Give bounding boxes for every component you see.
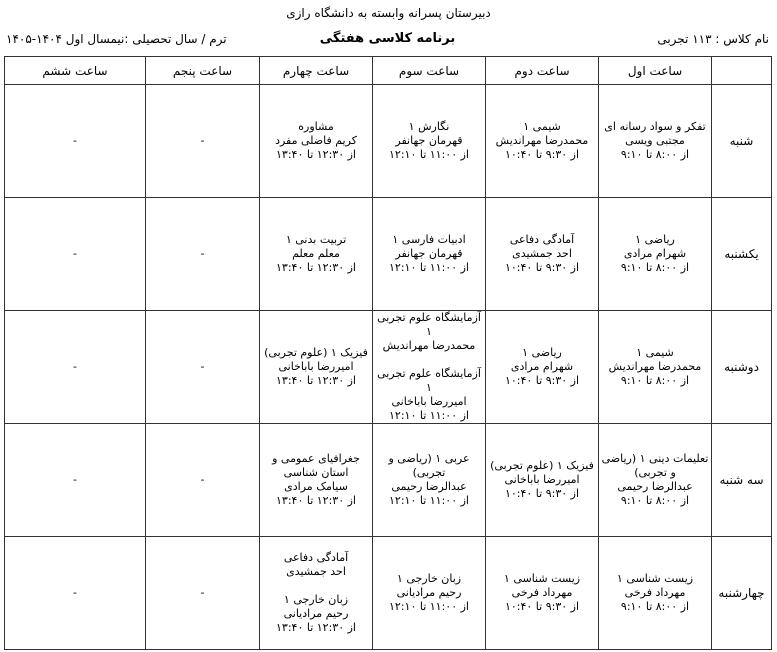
schedule-cell xyxy=(486,424,599,537)
entry-subject: آمادگی دفاعی xyxy=(283,551,349,564)
class-entry xyxy=(260,593,372,635)
empty-slot: - xyxy=(73,360,77,373)
entry-subject: زبان خارجی ۱ xyxy=(283,593,349,606)
schedule-cell xyxy=(146,85,260,198)
entry-teacher: شهرام مرادی xyxy=(623,247,687,260)
empty-slot: - xyxy=(200,586,205,599)
entry-subject: فیزیک ۱ (علوم تجربی) xyxy=(490,459,594,472)
entry-teacher: امیررضا باباخانی xyxy=(504,473,580,486)
class-entry xyxy=(373,120,485,162)
schedule-cell xyxy=(260,424,373,537)
entry-teacher: محمدرضا مهراندیش xyxy=(382,339,476,352)
class-entry xyxy=(486,572,598,614)
entry-teacher: قهرمان جهانفر xyxy=(395,247,463,260)
class-entry xyxy=(260,120,372,162)
schedule-cell xyxy=(486,85,599,198)
class-entry xyxy=(599,452,711,508)
class-entry xyxy=(486,233,598,275)
header-row xyxy=(5,57,772,85)
class-entry xyxy=(486,459,598,501)
empty-slot: - xyxy=(73,473,77,486)
entry-subject: شیمی ۱ xyxy=(523,120,561,133)
entry-subject: نگارش ۱ xyxy=(408,120,450,133)
entry-subject: ریاضی ۱ xyxy=(522,346,562,359)
timetable xyxy=(4,56,772,650)
entry-subject: آزمایشگاه علوم تجربی ۱ xyxy=(377,311,481,338)
schedule-cell xyxy=(146,424,260,537)
entry-teacher: محمدرضا مهراندیش xyxy=(495,134,589,147)
schedule-cell xyxy=(599,537,712,650)
class-entry xyxy=(373,233,485,275)
entry-subject: عربی ۱ (ریاضی و تجربی) xyxy=(388,452,470,479)
entry-time: از ۹:۳۰ تا ۱۰:۴۰ xyxy=(504,374,580,387)
entry-teacher: رحیم مرادیانی xyxy=(396,586,462,599)
entry-subject: جغرافیای عمومی و استان شناسی xyxy=(272,452,360,479)
schedule-cell xyxy=(599,85,712,198)
entry-teacher: مهرداد فرخی xyxy=(624,586,686,599)
class-entry xyxy=(486,346,598,388)
empty-slot: - xyxy=(73,247,77,260)
entry-time: از ۱۱:۰۰ تا ۱۲:۱۰ xyxy=(389,261,469,274)
class-entry xyxy=(373,367,485,423)
entry-subject: تربیت بدنی ۱ xyxy=(285,233,347,246)
entry-teacher: امیررضا باباخانی xyxy=(278,360,354,373)
entry-subject: تفکر و سواد رسانه ای xyxy=(604,120,706,133)
entry-time: از ۱۲:۳۰ تا ۱۳:۴۰ xyxy=(276,621,356,634)
entry-time: از ۱۲:۳۰ تا ۱۳:۴۰ xyxy=(276,374,356,387)
column-header: ساعت اول xyxy=(599,57,712,85)
entry-subject: آمادگی دفاعی xyxy=(509,233,575,246)
entry-teacher: عبدالرضا رحیمی xyxy=(617,480,693,493)
entry-teacher: احد جمشیدی xyxy=(286,565,346,578)
class-entry xyxy=(260,551,372,579)
class-entry xyxy=(599,120,711,162)
entry-subject: زبان خارجی ۱ xyxy=(396,572,462,585)
schedule-cell xyxy=(486,198,599,311)
table-row xyxy=(5,424,772,537)
schedule-cell xyxy=(373,537,486,650)
term-info: ترم / سال تحصیلی :نیمسال اول ۱۴۰۴-۱۴۰۵ xyxy=(6,32,227,46)
day-label: شنبه xyxy=(712,85,772,198)
class-entry xyxy=(260,233,372,275)
class-entry xyxy=(373,452,485,508)
empty-slot: - xyxy=(200,360,205,373)
entry-subject: شیمی ۱ xyxy=(636,346,674,359)
entry-time: از ۱۱:۰۰ تا ۱۲:۱۰ xyxy=(389,409,469,422)
column-header: ساعت دوم xyxy=(486,57,599,85)
entry-teacher: مهرداد فرخی xyxy=(511,586,573,599)
entry-teacher: کریم فاضلی مفرد xyxy=(275,134,357,147)
schedule-cell xyxy=(260,311,373,424)
class-entry xyxy=(599,233,711,275)
entry-teacher: محمدرضا مهراندیش xyxy=(608,360,702,373)
entry-teacher: معلم معلم xyxy=(292,247,340,260)
entry-subject: آزمایشگاه علوم تجربی ۱ xyxy=(377,367,481,394)
entry-teacher: رحیم مرادیانی xyxy=(283,607,349,620)
empty-slot: - xyxy=(200,134,205,147)
entry-teacher: عبدالرضا رحیمی xyxy=(391,480,467,493)
day-label: چهارشنبه xyxy=(712,537,772,650)
schedule-cell xyxy=(373,198,486,311)
schedule-cell xyxy=(5,85,146,198)
entry-time: از ۸:۰۰ تا ۹:۱۰ xyxy=(620,494,690,507)
entry-teacher: احد جمشیدی xyxy=(512,247,572,260)
school-name: دبیرستان پسرانه وابسته به دانشگاه رازی xyxy=(286,6,491,20)
entry-time: از ۱۱:۰۰ تا ۱۲:۱۰ xyxy=(389,494,469,507)
info-row xyxy=(6,28,769,50)
table-row xyxy=(5,537,772,650)
table-row xyxy=(5,198,772,311)
entry-time: از ۱۱:۰۰ تا ۱۲:۱۰ xyxy=(389,600,469,613)
entry-subject: ادبیات فارسی ۱ xyxy=(392,233,466,246)
entry-time: از ۹:۳۰ تا ۱۰:۴۰ xyxy=(504,600,580,613)
schedule-cell xyxy=(5,311,146,424)
schedule-cell xyxy=(373,85,486,198)
entry-time: از ۸:۰۰ تا ۹:۱۰ xyxy=(620,600,690,613)
schedule-cell xyxy=(486,537,599,650)
column-header: ساعت چهارم xyxy=(260,57,373,85)
entry-time: از ۱۱:۰۰ تا ۱۲:۱۰ xyxy=(389,148,469,161)
class-entry xyxy=(260,452,372,508)
entry-teacher: قهرمان جهانفر xyxy=(395,134,463,147)
entry-subject: زیست شناسی ۱ xyxy=(616,572,694,585)
table-row xyxy=(5,311,772,424)
corner-cell xyxy=(712,57,772,85)
class-entry xyxy=(599,346,711,388)
column-header: ساعت سوم xyxy=(373,57,486,85)
empty-slot: - xyxy=(73,134,77,147)
schedule-cell xyxy=(260,198,373,311)
schedule-cell xyxy=(373,311,486,424)
class-entry xyxy=(260,346,372,388)
entry-teacher: شهرام مرادی xyxy=(510,360,574,373)
empty-slot: - xyxy=(200,247,205,260)
entry-teacher: سیامک مرادی xyxy=(284,480,348,493)
schedule-cell xyxy=(146,311,260,424)
schedule-cell xyxy=(486,311,599,424)
schedule-cell xyxy=(373,424,486,537)
entry-time: از ۹:۳۰ تا ۱۰:۴۰ xyxy=(504,487,580,500)
entry-teacher: امیررضا باباخانی xyxy=(391,395,467,408)
class-entry xyxy=(486,120,598,162)
column-header: ساعت ششم xyxy=(5,57,146,85)
empty-slot: - xyxy=(200,473,205,486)
entry-time: از ۸:۰۰ تا ۹:۱۰ xyxy=(620,374,690,387)
schedule-cell xyxy=(599,424,712,537)
schedule-cell xyxy=(5,198,146,311)
entry-teacher: مجتبی ویسی xyxy=(625,134,685,147)
class-name: نام کلاس : ۱۱۳ تجربی xyxy=(657,32,769,46)
day-label: یکشنبه xyxy=(712,198,772,311)
day-label: سه شنبه xyxy=(712,424,772,537)
empty-slot: - xyxy=(73,586,77,599)
entry-time: از ۸:۰۰ تا ۹:۱۰ xyxy=(620,261,690,274)
entry-time: از ۸:۰۰ تا ۹:۱۰ xyxy=(620,148,690,161)
schedule-cell xyxy=(260,537,373,650)
entry-time: از ۱۲:۳۰ تا ۱۳:۴۰ xyxy=(276,261,356,274)
schedule-body xyxy=(5,85,772,650)
entry-subject: ریاضی ۱ xyxy=(635,233,675,246)
schedule-cell xyxy=(146,198,260,311)
class-entry xyxy=(599,572,711,614)
entry-time: از ۱۲:۳۰ تا ۱۳:۴۰ xyxy=(276,494,356,507)
table-row xyxy=(5,85,772,198)
entry-subject: مشاوره xyxy=(298,120,334,133)
class-entry xyxy=(373,311,485,353)
schedule-cell xyxy=(5,537,146,650)
day-label: دوشنبه xyxy=(712,311,772,424)
entry-time: از ۹:۳۰ تا ۱۰:۴۰ xyxy=(504,261,580,274)
entry-subject: تعلیمات دینی ۱ (ریاضی و تجربی) xyxy=(601,452,709,479)
entry-time: از ۱۲:۳۰ تا ۱۳:۴۰ xyxy=(276,148,356,161)
schedule-cell xyxy=(599,198,712,311)
entry-subject: زیست شناسی ۱ xyxy=(503,572,581,585)
program-title: برنامه کلاسی هفتگی xyxy=(319,31,456,46)
entry-subject: فیزیک ۱ (علوم تجربی) xyxy=(264,346,368,359)
class-entry xyxy=(373,572,485,614)
schedule-cell xyxy=(146,537,260,650)
schedule-cell xyxy=(5,424,146,537)
schedule-cell xyxy=(599,311,712,424)
schedule-cell xyxy=(260,85,373,198)
column-header: ساعت پنجم xyxy=(146,57,260,85)
entry-time: از ۹:۳۰ تا ۱۰:۴۰ xyxy=(504,148,580,161)
